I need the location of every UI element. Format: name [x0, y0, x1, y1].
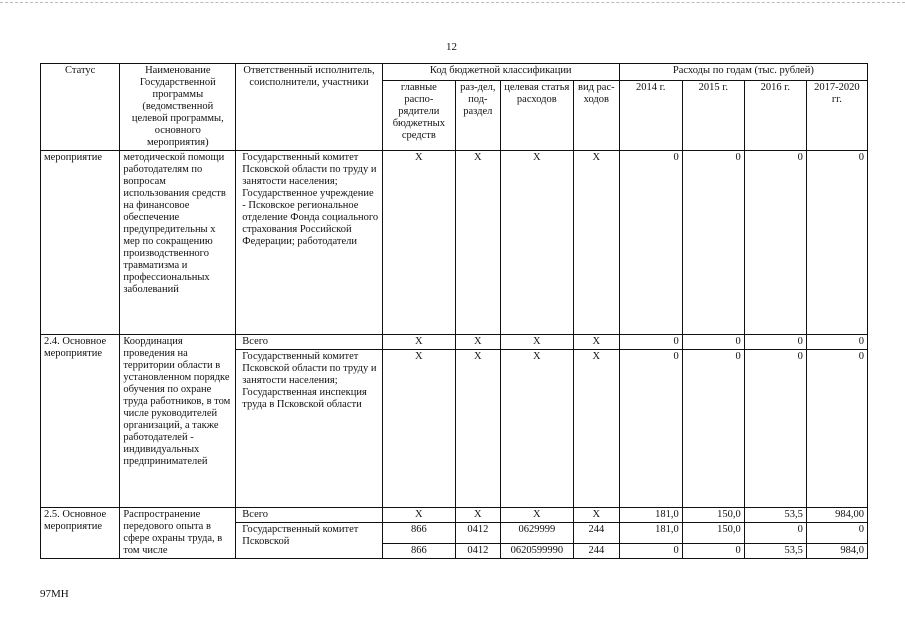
y2015-cell: 150,0 — [682, 508, 744, 523]
header-row-1 — [41, 64, 868, 81]
budget-table — [40, 63, 868, 559]
type-cell: X — [573, 350, 619, 508]
y2014-cell: 0 — [619, 151, 682, 335]
status-cell: 2.5. Основное мероприятие — [41, 508, 120, 559]
y2015-cell: 0 — [682, 151, 744, 335]
grbs-cell: X — [382, 350, 455, 508]
target-cell: X — [500, 508, 573, 523]
executor-cell: Государственный комитет Псковской — [236, 523, 382, 559]
page-number: 12 — [446, 41, 457, 53]
table-row — [41, 151, 868, 335]
y2014-cell: 181,0 — [619, 508, 682, 523]
name-cell: Координация проведения на территории области в установленном порядке обучения по охране труда работников, в том числе руководителей организаций, а также работодателей - индивидуальных предпринимателей — [120, 335, 236, 508]
header-status: Статус — [41, 64, 120, 151]
grbs-cell: X — [382, 151, 455, 335]
type-cell: 244 — [573, 544, 619, 559]
status-cell: мероприятие — [41, 151, 120, 335]
header-executor: Ответственный исполнитель, соисполнители, участники — [236, 64, 382, 151]
executor-cell: Всего — [236, 508, 382, 523]
y2016-cell: 0 — [744, 350, 806, 508]
section-cell: X — [455, 508, 500, 523]
grbs-cell: 866 — [382, 523, 455, 544]
header-type: вид рас-ходов — [573, 80, 619, 150]
grbs-cell: 866 — [382, 544, 455, 559]
target-cell: X — [500, 151, 573, 335]
type-cell: X — [573, 335, 619, 350]
y2016-cell: 0 — [744, 523, 806, 544]
executor-cell: Всего — [236, 335, 382, 350]
table-row — [41, 508, 868, 523]
type-cell: X — [573, 508, 619, 523]
target-cell: X — [500, 335, 573, 350]
section-cell: X — [455, 335, 500, 350]
y2015-cell: 150,0 — [682, 523, 744, 544]
executor-cell: Государственный комитет Псковской области по труду и занятости населения; Государственная инспекция труда в Псковской области — [236, 350, 382, 508]
y2017-cell: 984,00 — [806, 508, 867, 523]
section-cell: X — [455, 151, 500, 335]
footer-code: 97МН — [40, 588, 69, 600]
target-cell: 0620599990 — [500, 544, 573, 559]
header-2014: 2014 г. — [619, 80, 682, 150]
y2017-cell: 0 — [806, 151, 867, 335]
header-name: Наименование Государственной программы (ведомственной целевой программы, основного мероприятия) — [120, 64, 236, 151]
y2014-cell: 0 — [619, 335, 682, 350]
y2017-cell: 0 — [806, 523, 867, 544]
section-cell: 0412 — [455, 523, 500, 544]
type-cell: X — [573, 151, 619, 335]
y2014-cell: 0 — [619, 350, 682, 508]
y2016-cell: 0 — [744, 335, 806, 350]
y2014-cell: 181,0 — [619, 523, 682, 544]
y2016-cell: 53,5 — [744, 544, 806, 559]
header-budget-code: Код бюджетной классификации — [382, 64, 619, 81]
y2015-cell: 0 — [682, 350, 744, 508]
section-cell: 0412 — [455, 544, 500, 559]
executor-cell: Государственный комитет Псковской области по труду и занятости населения; Государственное учреждение - Псковское региональное отделение Фонда социального страхования Российской Федерации; работодатели — [236, 151, 382, 335]
y2017-cell: 984,0 — [806, 544, 867, 559]
y2016-cell: 0 — [744, 151, 806, 335]
status-cell: 2.4. Основное мероприятие — [41, 335, 120, 508]
grbs-cell: X — [382, 508, 455, 523]
name-cell: методической помощи работодателям по вопросам использования средств на финансовое обеспечение предупредительны х мер по сокращению производственного травматизма и профессиональных заболеваний — [120, 151, 236, 335]
name-cell: Распространение передового опыта в сфере охраны труда, в том числе — [120, 508, 236, 559]
header-section: раз-дел, под-раздел — [455, 80, 500, 150]
target-cell: X — [500, 350, 573, 508]
table-row — [41, 335, 868, 350]
section-cell: X — [455, 350, 500, 508]
header-expenses: Расходы по годам (тыс. рублей) — [619, 64, 867, 81]
y2015-cell: 0 — [682, 544, 744, 559]
type-cell: 244 — [573, 523, 619, 544]
y2017-cell: 0 — [806, 350, 867, 508]
y2016-cell: 53,5 — [744, 508, 806, 523]
header-target: целевая статья расходов — [500, 80, 573, 150]
y2017-cell: 0 — [806, 335, 867, 350]
header-2017: 2017-2020 гг. — [806, 80, 867, 150]
header-2016: 2016 г. — [744, 80, 806, 150]
y2014-cell: 0 — [619, 544, 682, 559]
header-grbs: главные распо-рядители бюджетных средств — [382, 80, 455, 150]
header-2015: 2015 г. — [682, 80, 744, 150]
target-cell: 0629999 — [500, 523, 573, 544]
scan-edge-line — [0, 2, 905, 4]
y2015-cell: 0 — [682, 335, 744, 350]
grbs-cell: X — [382, 335, 455, 350]
